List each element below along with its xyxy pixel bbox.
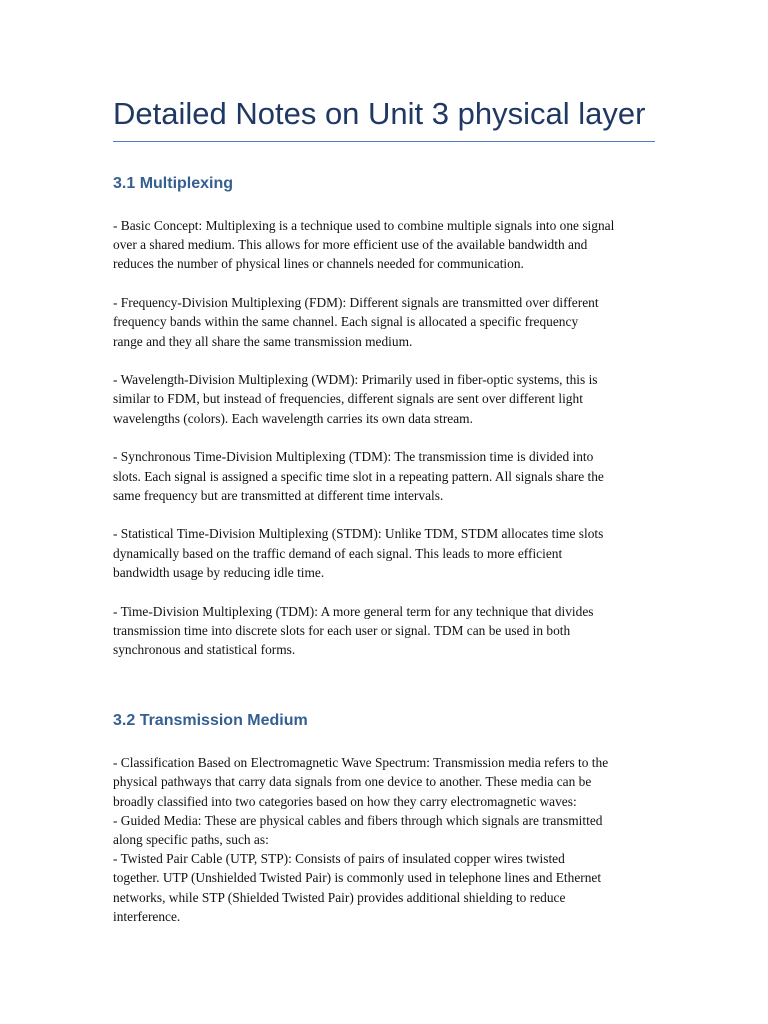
paragraph-fdm: - Frequency-Division Multiplexing (FDM): Different signals are transmitted over different frequency bands within the same channel. Each signal is allocated a specific frequency range and they all share the same transmission medium. bbox=[113, 295, 599, 349]
section-heading-transmission-medium: 3.2 Transmission Medium bbox=[113, 712, 308, 730]
section-body-multiplexing bbox=[113, 216, 655, 659]
paragraph-wdm: - Wavelength-Division Multiplexing (WDM): Primarily used in fiber-optic systems, this is similar to FDM, but instead of frequencies, different signals are sent over different light wavelengths (colors). Each wavelength carries its own data stream. bbox=[113, 372, 598, 426]
paragraph-stdm: - Statistical Time-Division Multiplexing (STDM): Unlike TDM, STDM allocates time slots dynamically based on the traffic demand of each signal. This leads to more efficient bandwidth usage by reducing idle time. bbox=[113, 526, 604, 580]
paragraph-tdm: - Time-Division Multiplexing (TDM): A more general term for any technique that divides transmission time into discrete slots for each user or signal. TDM can be used in both synchronous and statistical forms. bbox=[113, 603, 594, 657]
paragraph-synchronous-tdm: - Synchronous Time-Division Multiplexing (TDM): The transmission time is divided into slots. Each signal is assigned a specific time slot in a repeating pattern. All signals share the same frequency but are transmitted at different time intervals. bbox=[113, 449, 604, 503]
page-title: Detailed Notes on Unit 3 physical layer bbox=[113, 0, 655, 142]
section-heading-multiplexing: 3.1 Multiplexing bbox=[113, 175, 234, 192]
paragraph-classification: - Classification Based on Electromagnetic Wave Spectrum: Transmission media refers to the physical pathways that carry data signals from one device to another. These media can be broadly classified into two categories based on how they carry electromagnetic waves: - Guided Media: These are physical cables and fibers through which signals are transmitted along specific paths, such as: - Twisted Pair Cable (UTP, STP): Consists of pairs of insulated copper wires twisted together. UTP (Unshielded Twisted Pair) is commonly used in telephone lines and Ethernet networks, while STP (Shielded Twisted Pair) provides additional shielding to reduce interference. bbox=[113, 755, 609, 924]
paragraph-basic-concept: - Basic Concept: Multiplexing is a technique used to combine multiple signals into one signal over a shared medium. This allows for more efficient use of the available bandwidth and reduces the number of physical lines or channels needed for communication. bbox=[113, 218, 615, 272]
section-body-transmission-medium bbox=[113, 753, 655, 926]
